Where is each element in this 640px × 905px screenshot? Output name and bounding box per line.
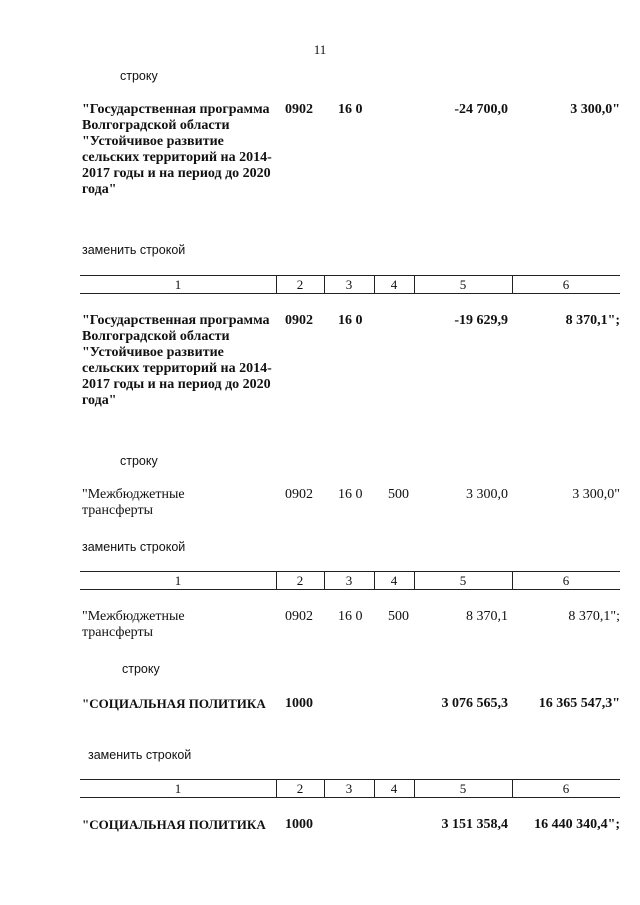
program-name-old: "Государственная программа Волгоградской области "Устойчивое развитие сельских территорий на 2014-2017 годы и на период до 2020 года" bbox=[82, 102, 272, 197]
amount-change-new: 8 370,1 bbox=[466, 609, 508, 624]
amount-change-old: 3 300,0 bbox=[466, 487, 508, 502]
transfers-name-new: "Межбюджетные трансферты bbox=[82, 609, 185, 640]
replace-label: заменить строкой bbox=[88, 748, 192, 762]
section-code-new: 0902 bbox=[285, 313, 313, 328]
expense-type-old: 500 bbox=[388, 487, 409, 502]
page-number: 11 bbox=[313, 42, 327, 57]
column-header-cell: 1 bbox=[80, 572, 277, 589]
target-code-new: 16 0 bbox=[338, 609, 363, 624]
amount-change-new: 3 151 358,4 bbox=[441, 817, 508, 832]
expense-type-new: 500 bbox=[388, 609, 409, 624]
column-header-row bbox=[80, 571, 620, 590]
column-header-cell: 5 bbox=[414, 276, 513, 293]
column-header-cell: 6 bbox=[562, 277, 570, 292]
target-code-old: 16 0 bbox=[338, 487, 363, 502]
row-label: строку bbox=[120, 69, 158, 83]
amount-change-old: -24 700,0 bbox=[454, 102, 508, 117]
target-code-old: 16 0 bbox=[338, 102, 363, 117]
column-header-cell: 3 bbox=[324, 780, 375, 797]
column-header-cell: 4 bbox=[374, 572, 415, 589]
program-name-new: "Государственная программа Волгоградской области "Устойчивое развитие сельских территорий на 2014-2017 годы и на период до 2020 года" bbox=[82, 313, 272, 408]
social-policy-name-old: "СОЦИАЛЬНАЯ ПОЛИТИКА bbox=[82, 696, 266, 711]
column-header-cell: 4 bbox=[374, 276, 415, 293]
replace-label: заменить строкой bbox=[82, 540, 186, 554]
transfers-name-old: "Межбюджетные трансферты bbox=[82, 487, 185, 518]
amount-total-old: 3 300,0" bbox=[570, 102, 620, 117]
column-header-cell: 2 bbox=[276, 276, 325, 293]
column-header-cell: 2 bbox=[276, 572, 325, 589]
amount-total-old: 3 300,0" bbox=[572, 487, 620, 502]
amount-total-new: 8 370,1"; bbox=[565, 313, 620, 328]
target-code-new: 16 0 bbox=[338, 313, 363, 328]
replace-label: заменить строкой bbox=[82, 243, 186, 257]
row-label: строку bbox=[122, 662, 160, 676]
column-header-cell: 1 bbox=[80, 780, 277, 797]
social-policy-name-new: "СОЦИАЛЬНАЯ ПОЛИТИКА bbox=[82, 817, 266, 832]
amount-total-new: 8 370,1"; bbox=[568, 609, 620, 624]
column-header-cell: 3 bbox=[324, 572, 375, 589]
column-header-cell: 5 bbox=[414, 780, 513, 797]
amount-change-old: 3 076 565,3 bbox=[441, 696, 508, 711]
column-header-cell: 3 bbox=[324, 276, 375, 293]
section-code-new: 0902 bbox=[285, 609, 313, 624]
column-header-cell: 4 bbox=[374, 780, 415, 797]
amount-change-new: -19 629,9 bbox=[454, 313, 508, 328]
amount-total-old: 16 365 547,3" bbox=[538, 696, 620, 711]
column-header-cell: 6 bbox=[562, 573, 570, 588]
amount-total-new: 16 440 340,4"; bbox=[534, 817, 620, 832]
section-code-old: 1000 bbox=[285, 696, 313, 711]
column-header-cell: 2 bbox=[276, 780, 325, 797]
column-header-cell: 5 bbox=[414, 572, 513, 589]
column-header-cell: 1 bbox=[80, 276, 277, 293]
column-header-row bbox=[80, 275, 620, 294]
row-label: строку bbox=[120, 454, 158, 468]
section-code-old: 0902 bbox=[285, 487, 313, 502]
section-code-old: 0902 bbox=[285, 102, 313, 117]
section-code-new: 1000 bbox=[285, 817, 313, 832]
column-header-cell: 6 bbox=[562, 781, 570, 796]
column-header-row bbox=[80, 779, 620, 798]
